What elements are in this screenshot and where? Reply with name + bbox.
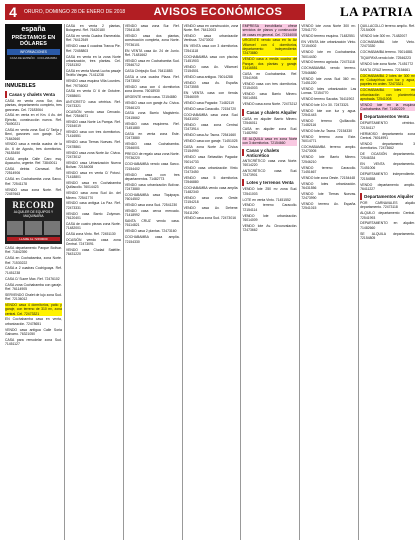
classified-ad: VENDO lote en la esquina Cochabamba. Ref. 71482229 (360, 102, 416, 112)
classified-ad: VENDO casa zona Sud. 72541230 (124, 203, 178, 208)
banner-subtitle: ALQUILER DE EQUIPOS Y MAQUINARIA (13, 210, 54, 219)
classified-ad: EN VENTA departamento. 71451006 (360, 162, 416, 171)
classified-ad: VENDO terreno agrícola. 72473118 (301, 60, 355, 65)
classified-ad: VENDO casa con garaje. 71451025 (183, 139, 238, 144)
classified-ad: CASA zona Barrio Magisterio. 72415662 (124, 111, 180, 120)
banner-photo (25, 221, 41, 235)
column-2 (64, 24, 121, 540)
classified-ad: VENDO casa con garaje Av. Cívica. 72546123 (124, 101, 180, 110)
advert-banner-record (5, 198, 62, 244)
classified-ad: COCHABAMBA lote Vinto. 72473330 (360, 40, 416, 49)
banner-photos (7, 221, 60, 235)
classified-ad: ANTICRETO casa céntrica. Ref. 72473321 (65, 99, 121, 108)
classified-ad: EN VENTA lote urbanización Vinto. 72154002 (301, 40, 357, 49)
classified-ad: COCHABAMBA casa con piscina. 71451903 (183, 54, 239, 63)
classified-ad: CASA en venta en el Km. 4 Av. del Ejército, construcción nueva. Ref. 76490221 (5, 113, 62, 127)
newspaper-logo: LA PATRIA (305, 4, 415, 20)
classified-ad: CASA en venta 2 plantas, Bolognesi. Ref. 76420180 (65, 24, 121, 33)
classified-ad: CASA departamento Parque Bolívar. Ref. 71842390 (5, 246, 62, 255)
classified-ad: VENDO terreno Caracollo. 71451667 (301, 165, 357, 174)
classified-ad: VENDO departamento 3 dormitorios. 72473662 (360, 141, 416, 151)
classified-ad: VENDO casa urbanización Vinto. 72473450 (183, 165, 239, 174)
classified-ad: VENDO casa Urbanización Nueva Bolívar. 72154008 (65, 160, 121, 170)
classified-ad: VENDO casa zona Sur. Ref. 72541108 (124, 24, 180, 33)
classified-ad: VENDO lote zona Oeste. 72154448 (301, 175, 356, 180)
classified-ad: VENDO casa zona Norte. Ref. 72457663 (5, 187, 62, 196)
classified-ad: CASA en alquiler Barrio Minero. 72546011 (242, 116, 298, 125)
classified-ad: VENDO lote 10 x 30. 72473321 (301, 102, 349, 107)
classified-ad: SERVENDO Chalet de lujo zona Sud. Ref. 72136012 (5, 292, 62, 302)
classified-ad: VENDO casa Ciudad Satélite. 76431220 (65, 248, 121, 257)
classified-ad: ANTICRÉTICO casa Sud. 72473901 (242, 168, 298, 178)
classified-ad: CASA de cuatro piezas zona Norte. 71482001 (65, 221, 121, 231)
classified-ad: CASA en venta zona Sud C/ Tarija y Beni, garzones con garaje. Cel. 71842660 (5, 127, 62, 141)
classified-ad: VENDO lote 300 m². 71482007 (360, 34, 408, 39)
classified-ad: VENDO casa zona Sud. 72473016 (183, 216, 236, 221)
classified-ad: VENDO casa esquinera. Ref. 71451880 (124, 121, 180, 130)
classified-ad: SANTA CRUZ terreno. 72154661 (360, 67, 411, 72)
classified-ad: CASA C/ Sucre Max. Ref. 72476102 (5, 276, 60, 281)
classified-ad: COCHABAMBA vendo terreno. 72546880 (301, 66, 357, 75)
classified-ad: VENDO casa con tres dormitorios. 71416551 (65, 130, 121, 139)
classified-ad: VENDO casa a media cuadra del Parque, dos plantas y garaje. 71416551 (242, 57, 298, 70)
classified-ad: COCHABAMBA terreno. 76014881 (360, 50, 413, 55)
classified-ad: VENDO lotes urbanización. 76431556 (301, 181, 357, 190)
column-7 (358, 24, 415, 540)
classified-ad: VENDO casa Av. España. 72473555 (183, 80, 239, 90)
classified-ad: CASA detrás Carnaval. Ref. 72514906 (5, 167, 62, 176)
classified-ad: TIQUIPAYA vendo lote. 72546223 (360, 56, 411, 61)
category-heading (242, 109, 297, 116)
date-line: ORURO, DOMINGO 28 DE ENERO DE 2018 (24, 9, 126, 15)
classified-ad: VENDO casa Av. Villarroel. 72154501 (183, 64, 239, 74)
classified-ad: VENDO departamento amplio. 76411227 (360, 182, 416, 191)
category-label: Casas y chalets Venta (9, 92, 55, 97)
classified-ad: VENDO casa 2 plantas. 72473160 (124, 229, 177, 234)
classified-ad: VENDO lote Barrio Minero. 72546210 (301, 155, 357, 164)
classified-ad: CASA en Cochabamba. Ref. 72541908 (242, 71, 298, 81)
classified-ad: VENDO terreno esquina. 71482551 (301, 34, 355, 39)
category-marker (360, 193, 362, 200)
classified-ad: VENDO casa antigua Calle Soria Galvarro. 76321050 (5, 327, 62, 336)
column-4 (182, 24, 239, 540)
classified-ad: VENDO lote con luz y agua. 72541443 (301, 108, 357, 117)
classified-ad: URGENTE vendo casa. 72154880 (124, 95, 177, 100)
classified-ad: CASA amplia Calle Caro esq. Ayacucho, urgente. Ref. 73840011 (5, 156, 62, 166)
classified-ad: VENDO casa Sebastián Pagador. 76014733 (183, 155, 239, 164)
classified-ad: VENDO lote Tierras Nuevas. 72473990 (301, 191, 357, 201)
category-marker (242, 179, 244, 186)
classified-ad: DEPARTAMENTO independiente. 72154558 (360, 172, 416, 181)
classified-ad: CASA para remodelar zona Sud. 71451127 (5, 337, 62, 347)
advert-banner-espana (5, 24, 62, 80)
classified-ad: VENDO casa dos plantas, construcción completa, zona Norte. 79736101 (124, 34, 180, 47)
classified-ad: COCHABAMBA casa Tiquipaya. 76014502 (124, 192, 180, 202)
classified-ad: VENDO casa antigua. 76014288 (183, 74, 233, 79)
category-marker (360, 113, 362, 120)
classified-ad: PRECIO de regalo casa zona Norte. 79736220 (124, 152, 180, 161)
classified-ad: VENDO casa 6 cuadras Tranca Pie. Ref. 72458803 (65, 44, 121, 53)
banner-photo (44, 221, 60, 235)
classified-ad: EN VENTA casa con 3 dormitorios. 72541118 (183, 44, 239, 53)
classified-ad: URGENTE vendo casa en la Av. Villarroel con 4 dormitorios, departamento independiente. 72473880 (242, 38, 298, 56)
banner-strip: INFORMACIONES (7, 49, 60, 55)
classified-ad: VENDO lote urbanización. 76014009 (242, 213, 298, 222)
classified-ad: VENDO casa zona Oeste. 72154218 (183, 196, 239, 205)
classified-ad: COCHABAMBA casa amplia. 72154330 (124, 235, 180, 244)
section-title: AVISOS ECONÓMICOS (153, 6, 283, 18)
classified-ad: EN VENTA casa Av. 24 de Junio. Ref. 71481662 (124, 48, 180, 57)
classified-ad: VENDO casa con 4 dormitorios zona Aroma. 76018930 (124, 85, 180, 94)
classified-ad: VENDO casa en venta C/ Potosí. 71418801 (65, 170, 121, 180)
classified-ad: VENDO casa con tres departamentos. 71482773 (124, 172, 180, 181)
classified-ad: CASA a 2 cuadras Cochiguaya. Ref. 71451238 (5, 266, 62, 275)
classified-ad: VENDO casa Pagador. 71482119 (183, 101, 235, 106)
classified-ad: CASA en venta en la zona Norte urbanización, tres plantas. Cel. 72181302 (65, 54, 121, 68)
classified-ad: VENDO casa Tierras Nuevas. Ref. 72478861 (65, 140, 121, 149)
classified-ad: SE ALQUILA departamento. 72154805 (360, 231, 416, 240)
classified-ad: DEPARTAMENTO céntrico. 72154117 (360, 121, 416, 130)
classified-ad: CASA en alquiler zona Sud. 71482992 (242, 126, 298, 136)
classified-ad: CASA en Cochabamba, zona Norte. Ref. 71530222 (5, 256, 62, 265)
banner-title: RECORD (12, 200, 55, 211)
classified-ad: CASA en venta zona Sur, dos plantas, departamento completo, tres garzonas. Cel. 72183064 (5, 99, 62, 112)
classified-ad: CASA en venta Cuadra Esmeralda. Ref. 76412549 (65, 34, 121, 43)
classified-ad: COCHABAMBA vendo casa Sarco. 72154402 (124, 162, 180, 171)
classified-ad: DE OCASIÓN departamento. 72546334 (360, 151, 416, 161)
banner-small: CASA DE EMPEÑO · COCHABAMBA (9, 56, 58, 61)
classified-ad: VENDO lote zona Norte 300 m². 72541770 (301, 24, 357, 33)
category-heading (242, 179, 297, 186)
classified-ad: VENDO lote zona Sud 360 m². 71451220 (301, 76, 357, 85)
classified-ad: VENDO lote zona Norte. 71451772 (360, 62, 414, 67)
classified-ad: SANTA CRUZ vendo casa. 76114821 (124, 219, 180, 228)
classified-ad: ALQUILO departamento Central. 72541993 (360, 211, 416, 220)
category-heading (242, 148, 297, 158)
classified-ad: LOTE en venta Vinto. 71451552 (242, 197, 291, 202)
column-5 (240, 24, 297, 540)
classified-ad: CASA en venta Mamá Lucha pasaje Teófilo Vargas. 71411238 (65, 69, 121, 78)
classified-ad: VENDO casa cerca mercado. 71418992 (124, 208, 180, 218)
classified-ad: VENDO casa 5 dormitorios. 72546880 (183, 175, 239, 184)
classified-ad: VENDO casa Barrio Minero. 76014551 (242, 92, 298, 101)
classified-ad: CASA zona Cochabamba con garaje. Ref. 76114905 (5, 282, 62, 291)
category-label: Lotes y terrenos Venta (246, 180, 294, 186)
category-label: Casas y chalets Anticrético (246, 147, 280, 158)
classified-ad: QUILLACOLLO terreno amplio. Ref. 72154009 (360, 24, 416, 33)
classified-ad: VENDO terreno Quillacollo. 71482116 (301, 118, 357, 128)
classified-ad: VENDO casa antigua La Paz. Ref. 72473331 (65, 201, 121, 210)
classified-ad: COCHABAMBA vendo casa amplia. 71482340 (183, 185, 239, 195)
banner-photo (7, 221, 23, 235)
classified-ad: VENDO casa esquina Villa Lourdes. Ref. 79736002 (65, 79, 121, 88)
column-6 (299, 24, 356, 540)
classified-ad: VENDO casa Caracollo. 72154720 (183, 107, 236, 112)
classified-ad: VENDO casa 4 dormitorios, patio y garaje, con terreno de 310 m², zona central. Cel. 72473321 (5, 302, 62, 316)
page-number: 4 (9, 4, 17, 20)
classified-ad: VENDO casa Av. Tacna. 72541660 (183, 133, 236, 138)
banner-brand: españa (21, 26, 46, 33)
column-1 (5, 24, 62, 540)
classified-ad: CASA en venta zona Este. 72473880 (124, 131, 180, 141)
classified-ad: VENDO casa Av. Dehene. 76411290 (183, 206, 239, 215)
classified-ad: COCHABAMBA casa zona Sud. 76431002 (183, 112, 239, 122)
classified-ad: VENDO casa a media cuadra de la Av. 6 de Agosto, tres dormitorios. 76183450 (5, 142, 62, 156)
classified-ad: CASA zona Norte Av. Cívica. 72154990 (183, 145, 239, 154)
banner-footer: LLAME AL 72460000 (7, 237, 60, 241)
section-heading: INMUEBLES (5, 83, 36, 89)
classified-ad: VENDO terreno Av. España. 72541015 (301, 201, 357, 211)
classified-ad: VENDO casa en Cochabamba Quillacollo. 76014423 (65, 181, 121, 190)
classified-ad: OCASIÓN vendo casa zona Central. 72473091 (65, 237, 121, 247)
classified-ad: EN Cochabamba casa en venta, urbanización. 72478651 (5, 317, 62, 326)
classified-ad: DEPARTAMENTO en alquiler. 71482660 (360, 221, 416, 230)
classified-ad: CASA en venta C/ 6 de Octubre. 72458601 (65, 89, 121, 98)
classified-ad: VENDO casa Cochabamba. 72546001 (124, 141, 180, 151)
classified-ad: ANTICRÉTICO casa zona Norte. 76014220 (242, 158, 298, 167)
category-label: Departamentos Venta (364, 114, 410, 120)
classified-ad: VENDO lote Av. Circunvalación. 72473662 (242, 223, 298, 233)
classified-ad: SE ALQUILA casa en zona Norte con 3 dormitorios. 72154660 (242, 136, 298, 146)
category-heading (360, 113, 415, 120)
classified-ad: COCHABAMBA terreno amplio. 72473005 (301, 145, 357, 154)
category-label: Departamentos Alquiler (364, 194, 414, 200)
classified-ad: VENDO casa zona Sud Av. del Minero. 72541770 (65, 191, 121, 200)
classified-ad: VENDO casa urbanización Ventisca. 72473002 (183, 34, 239, 43)
category-heading (5, 91, 62, 98)
masthead (5, 4, 415, 20)
classified-ad: POR CARNAVALES alquilo departamento. 72473118 (360, 201, 416, 210)
classified-ad: CASA zona Vinto. Ref. 72451130 (65, 232, 116, 237)
classified-ad: EMPRESA inmobiliaria ofrece servicios de planos y construcción de casas en general. Cel. 72154008 (242, 24, 298, 37)
classified-ad: OCASIÓN vendo casa Cercado. Ref. 72546671 (65, 109, 121, 119)
classified-ad: CASA en Cochabamba zona Sarco. Ref. 72541178 (5, 177, 62, 186)
category-label: Casas y chalets Alquiler (246, 109, 297, 115)
classified-ad: VENDO casa con tres dormitorios. 72154003 (242, 81, 298, 91)
classified-ad: VENDO casa Norte La Pampa. Ref. 72154019 (65, 119, 121, 129)
classified-ad: VENDO lotes urbanización Las Lomas. 72154770 (301, 86, 357, 96)
classified-ad: VENDO casa Barrio Zolyman. 76120401 (65, 211, 121, 220)
classified-ad: VENDO casa en Cochabamba Sud. 72546712 (124, 58, 180, 68)
classified-ad: VENDO lote en Cochabamba. 76014430 (301, 50, 357, 59)
classified-ad: COCHABAMBA lotes en urbanización con planimetría aprobada. 72541008 (360, 88, 416, 101)
classified-ad: VENDO terreno Sacaba. 76411902 (301, 96, 355, 101)
classified-ad: CASA a una cuadra Plaza. Ref. 72473502 (124, 74, 180, 84)
classified-ad: VENDO casa en construcción, zona Norte. Ref. 76412003 (183, 24, 239, 33)
classified-ad: VENDO casa zona Central. 72473914 (183, 123, 239, 132)
category-marker (242, 109, 244, 116)
classified-ad: VENDO lote Av. Tacna. 72154330 (301, 129, 352, 134)
classified-ad: EN VENTA casa con tienda. 72546009 (183, 91, 239, 100)
classified-ad: CASA Chiripujio Sud. 76411883 (124, 69, 173, 74)
classified-ad: VENDO lote 250 m² zona Sud. 72541003 (242, 187, 298, 196)
classified-ad: VENDO casa zona Norte. 72473212 (242, 102, 298, 107)
classified-ad: VENDO terreno zona Este. 76014771 (301, 134, 357, 144)
classified-ad: VENDO casa zona Norte Av. Cívica. 72473012 (65, 150, 121, 159)
category-marker (242, 149, 244, 156)
classified-ad: VENDO casa urbanización Bolívar. 72473880 (124, 182, 180, 191)
banner-headline: PRÉSTAMOS EN DÓLARES (11, 35, 56, 47)
column-3 (123, 24, 180, 540)
classified-ad: VENDO terreno Caracollo. 72154114 (242, 203, 298, 212)
classified-columns (5, 24, 415, 540)
category-marker (5, 91, 7, 98)
category-heading (360, 193, 415, 200)
classified-ad: COCHABAMBA 2 lotes de 300 m² en Colcapirhua con luz y agua, papeles en orden. 72473321 (360, 73, 416, 87)
classified-ad: HERMOSO departamento zona Central. 76014991 (360, 131, 416, 140)
